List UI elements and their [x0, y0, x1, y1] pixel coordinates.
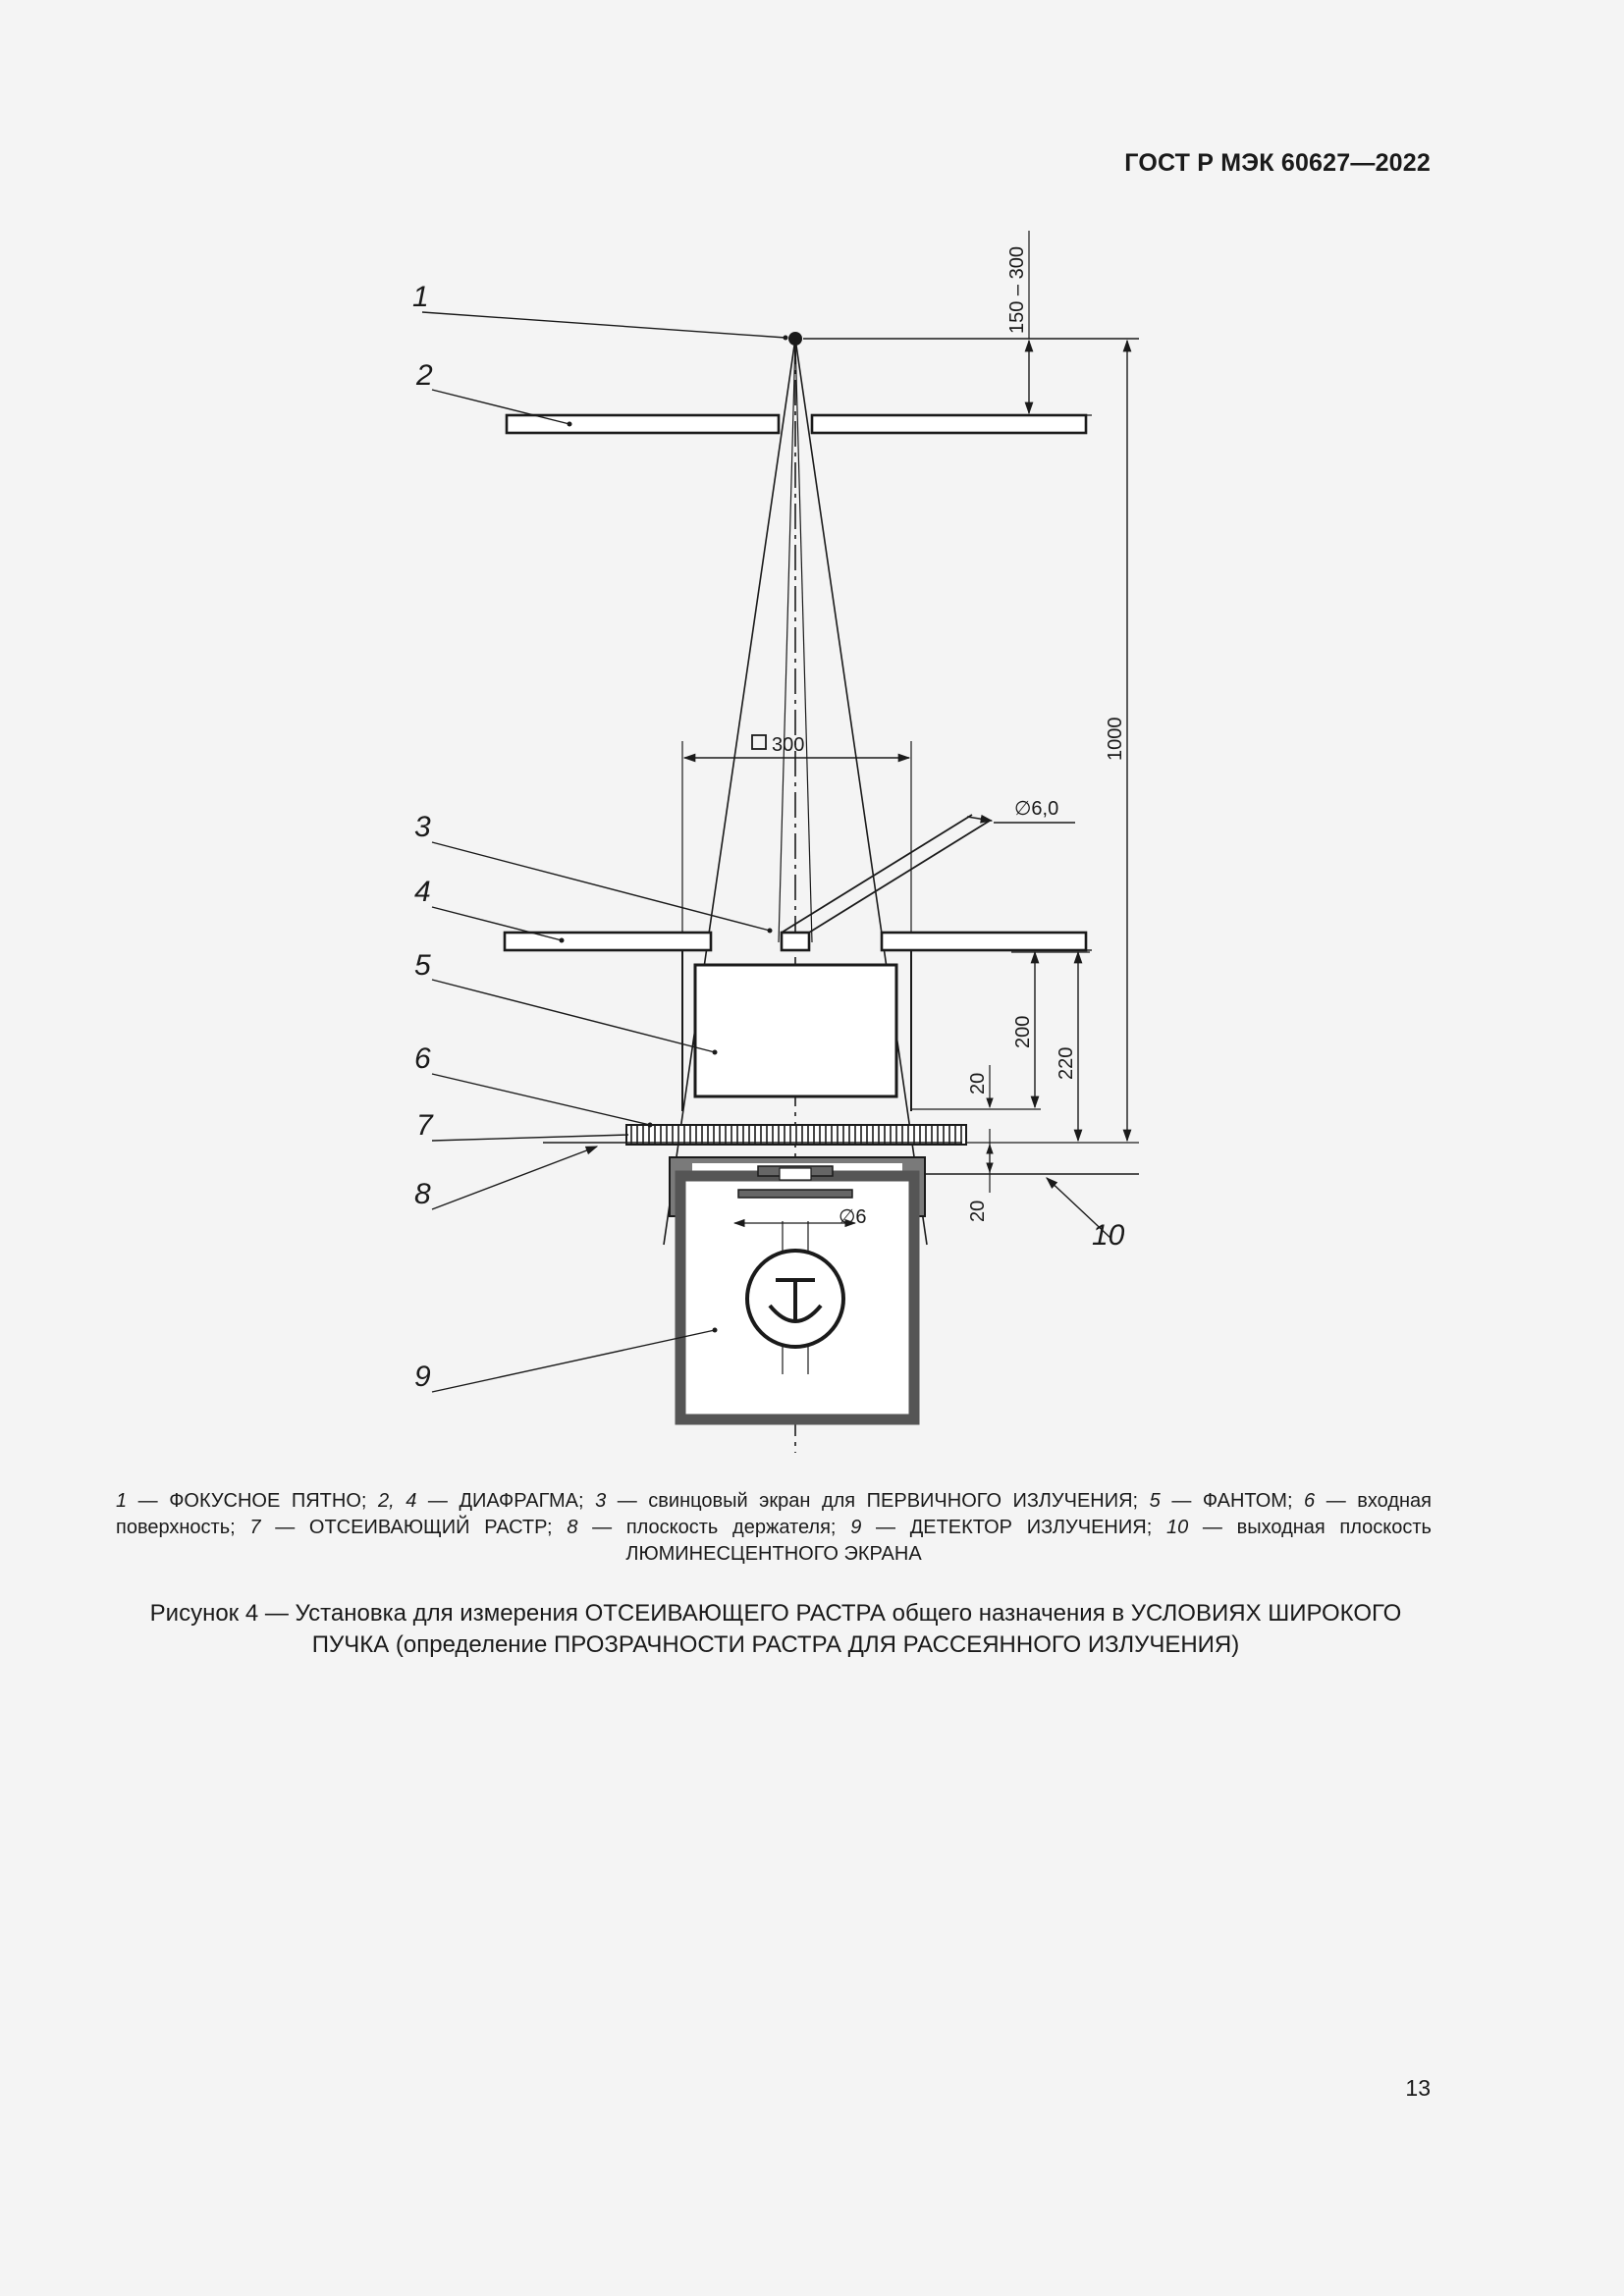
callout-2: 2: [416, 359, 433, 392]
figure-legend: [116, 1488, 1432, 1568]
legend-item: 8 — плоскость держателя;: [567, 1517, 837, 1538]
legend-item: 7 — ОТСЕИВАЮЩИЙ РАСТР;: [249, 1517, 553, 1538]
callout-6: 6: [414, 1042, 431, 1075]
legend-item: 1 — ФОКУСНОЕ ПЯТНО;: [116, 1490, 367, 1512]
callout-10: 10: [1092, 1219, 1125, 1252]
callout-3: 3: [414, 811, 431, 843]
gap-top-label: 20: [967, 1072, 989, 1095]
diaphragm-4: [505, 933, 711, 950]
legend-item: 3 — свинцовый экран для ПЕРВИЧНОГО ИЗЛУЧЕНИЯ;: [595, 1490, 1139, 1512]
gap-bottom-label: 20: [967, 1200, 989, 1222]
standard-header: ГОСТ Р МЭК 60627—2022: [1124, 149, 1431, 177]
diaphragm-2-right: [812, 415, 1086, 433]
phantom-5: [695, 965, 896, 1096]
hole-diameter-bottom: ∅6: [839, 1206, 867, 1228]
legend-item: 6 — входная поверхность;: [116, 1490, 1433, 1538]
distance-focus-diaphragm-label: 150 – 300: [1006, 246, 1028, 334]
diaphragm-height-label: 220: [1056, 1046, 1077, 1080]
square-field-label: 300: [772, 734, 805, 756]
collimator-bottom: [738, 1190, 852, 1198]
figure-caption: [108, 1598, 1443, 1661]
legend-item: 10 — выходная плоскость ЛЮМИНЕСЦЕНТНОГО ЭКРАНА: [625, 1517, 1432, 1565]
callout-5: 5: [414, 949, 431, 982]
legend-item: 5 — ФАНТОМ;: [1149, 1490, 1293, 1512]
antiscatter-grid-7: [626, 1125, 966, 1145]
legend-item: 9 — ДЕТЕКТОР ИЗЛУЧЕНИЯ;: [850, 1517, 1153, 1538]
lead-screen-3: [782, 933, 809, 950]
callout-8: 8: [414, 1178, 431, 1210]
callout-4: 4: [414, 876, 431, 908]
callout-1: 1: [412, 281, 429, 313]
hole-diameter-top: ∅6,0: [1014, 798, 1059, 820]
callout-7: 7: [416, 1109, 433, 1142]
phantom-height-label: 200: [1012, 1015, 1034, 1048]
square-symbol: [752, 735, 766, 749]
caption-line-2: ПУЧКА (определение ПРОЗРАЧНОСТИ РАСТРА ДЛЯ РАССЕЯННОГО ИЗЛУЧЕНИЯ): [311, 1631, 1240, 1658]
total-height-label: 1000: [1105, 717, 1126, 761]
page-number: 13: [1405, 2075, 1431, 2101]
caption-line-1: Рисунок 4 — Установка для измерения ОТСЕИВАЮЩЕГО РАСТРА общего назначения в УСЛОВИЯХ ШИРОКОГО: [149, 1600, 1402, 1627]
callout-9: 9: [414, 1361, 431, 1393]
legend-item: 2, 4 — ДИАФРАГМА;: [378, 1490, 584, 1512]
diaphragm-4-right: [882, 933, 1086, 950]
